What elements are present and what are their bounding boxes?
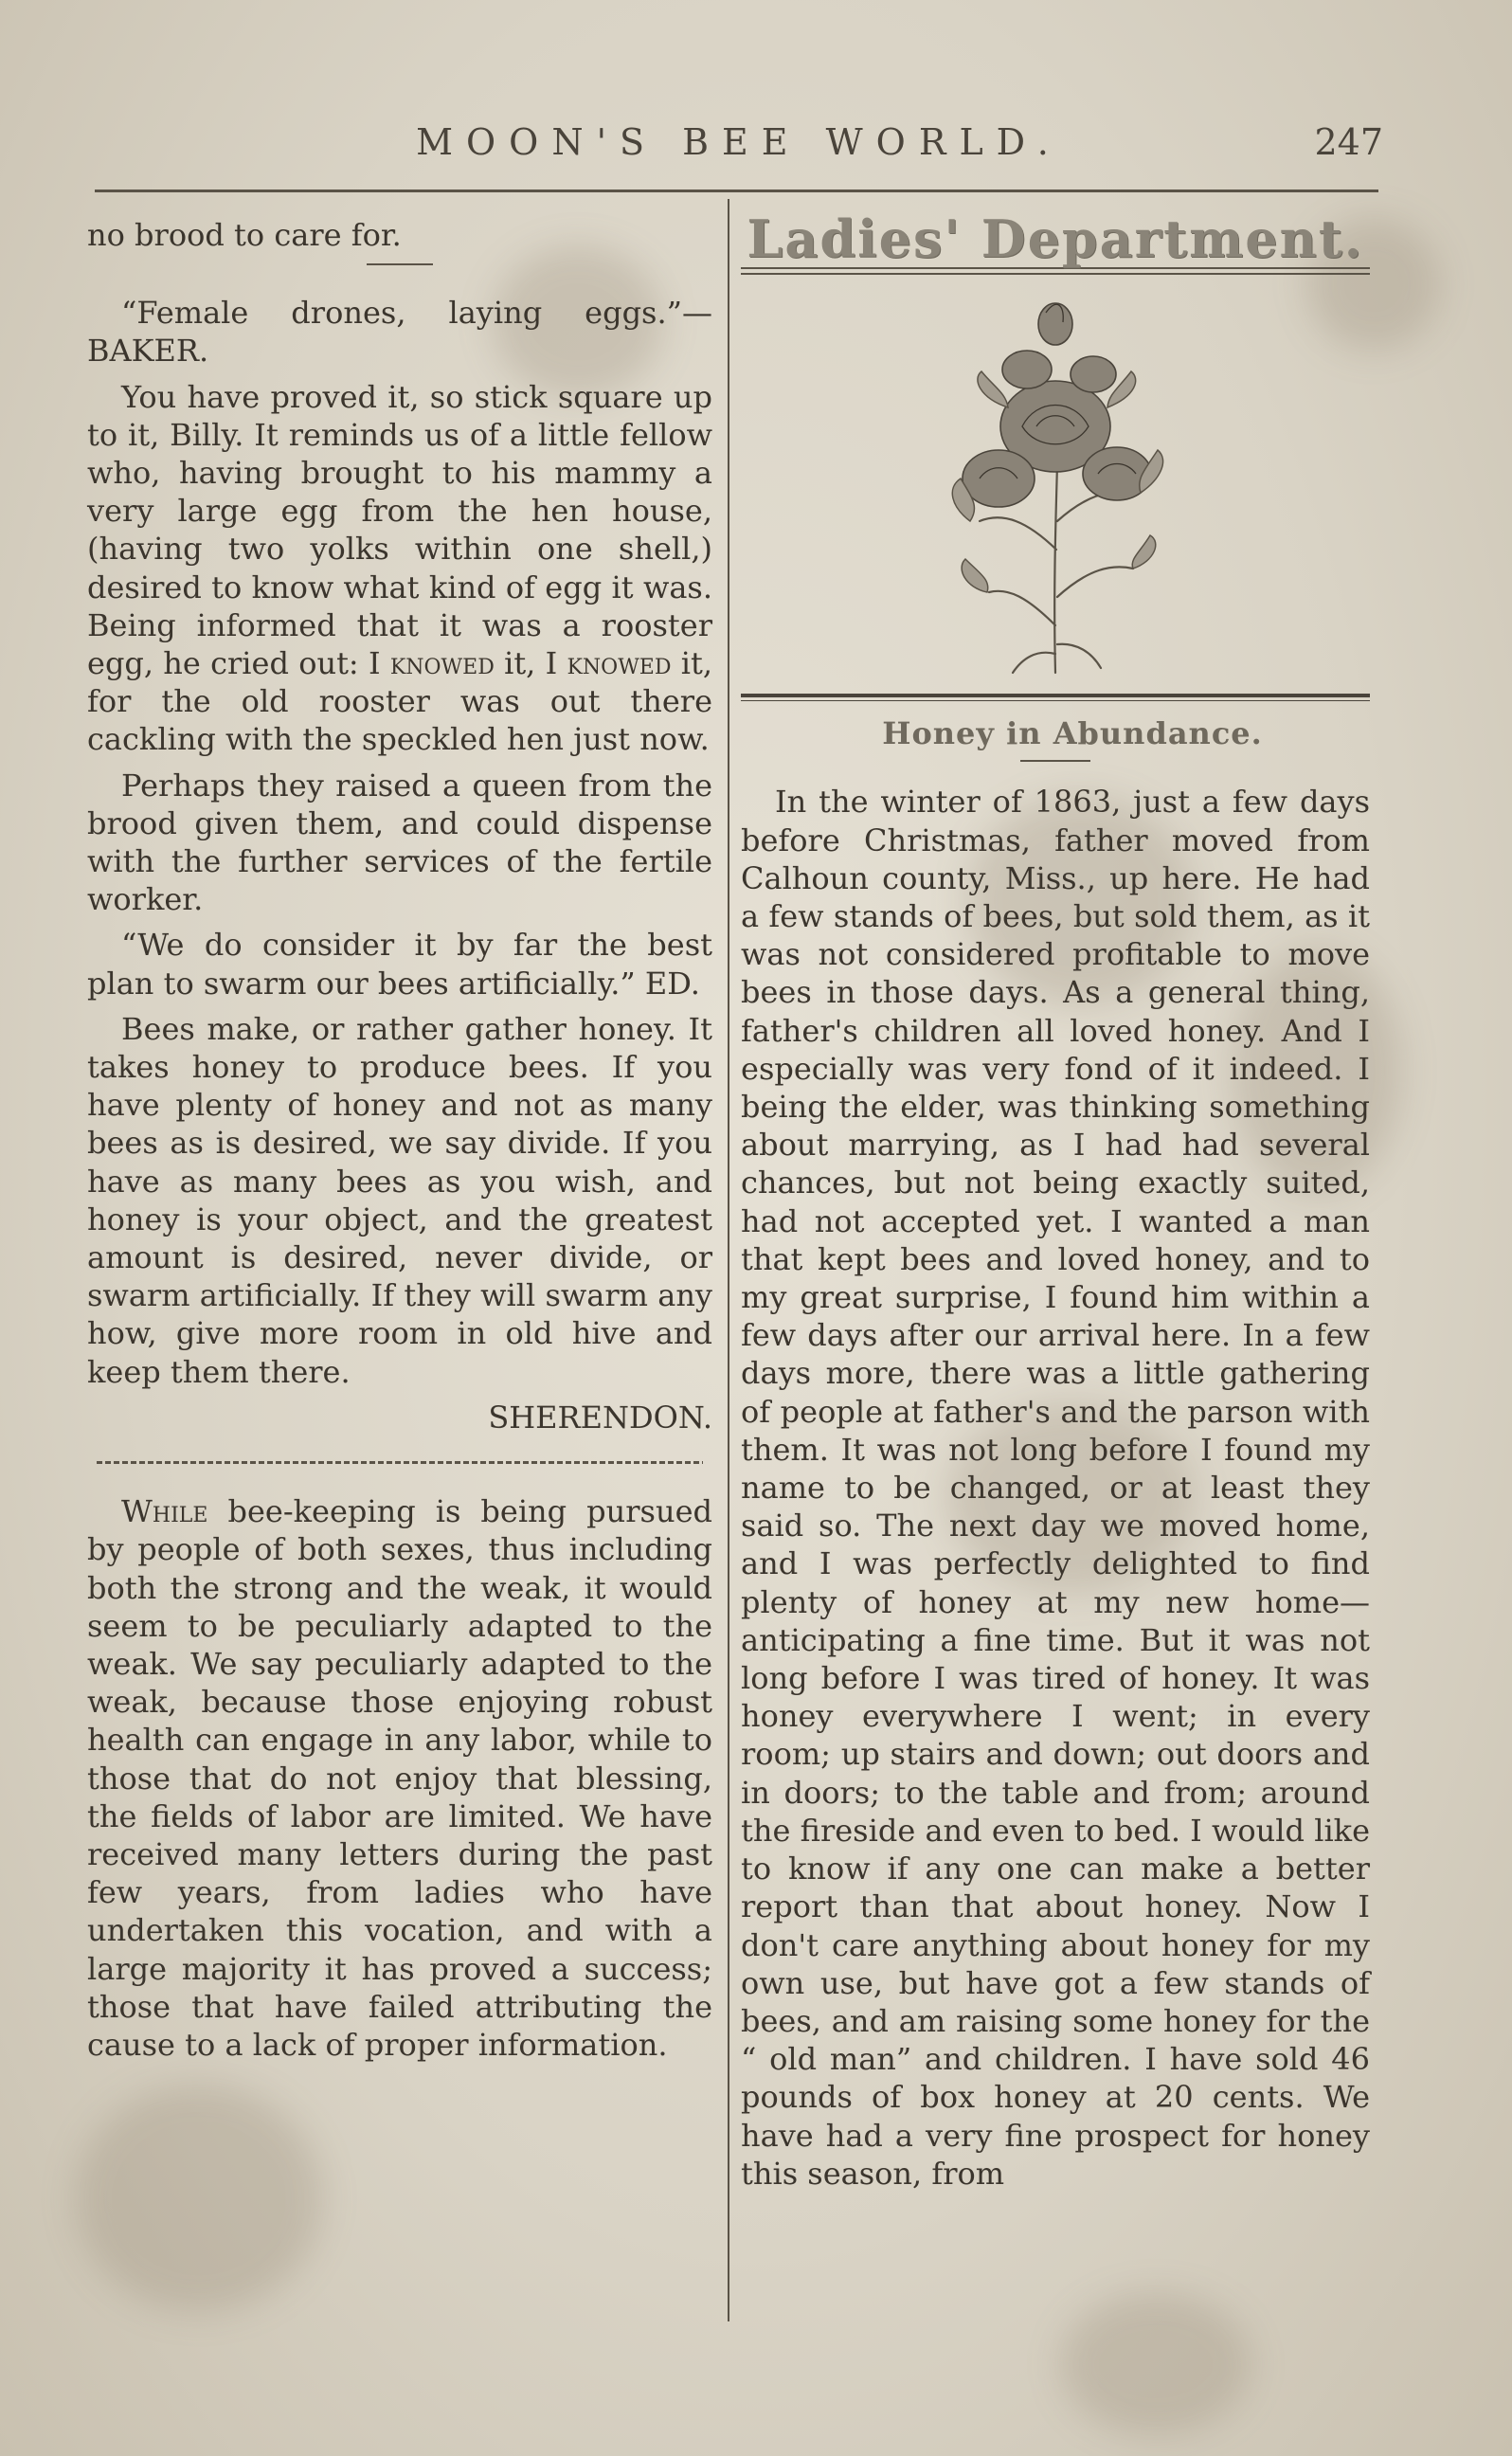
running-head: MOON'S BEE WORLD. <box>416 121 1062 163</box>
paragraph: Perhaps they raised a queen from the brood given them, and could dispense with the further services of the fertile worker. <box>87 767 712 918</box>
left-column <box>87 216 712 2071</box>
paragraph: Bees make, or rather gather honey. It takes honey to produce bees. If you have plenty of honey and not as many bees as is desired, we say divide. If you have as many bees as you wish, and honey is your object, and the greatest amount is desired, never divide, or swarm artificially. If they will swarm any how, give more room in old hive and keep them there. <box>87 1010 712 1390</box>
page-header <box>95 121 1383 169</box>
stain <box>76 2085 322 2312</box>
paragraph <box>87 1492 712 2064</box>
short-rule <box>367 263 433 265</box>
small-caps-word: knowed <box>567 645 672 682</box>
thick-rule <box>741 694 1370 701</box>
page-number: 247 <box>1314 121 1383 163</box>
rose-bouquet-icon <box>913 284 1197 682</box>
text-run: it, for the old rooster was out there cackling with the speckled hen just now. <box>87 645 713 758</box>
small-caps-word: knowed <box>389 645 495 682</box>
quotation: “We do consider it by far the best plan to swarm our bees artificially.” ED. <box>87 927 712 1002</box>
text-run: bee-keeping is being pursued by people of both sexes, thus including both the strong and the weak, it would seem to be peculiarly adapted to the weak. We say peculiarly adapted to the weak, because those enjoying robust health can engage in any labor, while to those that do not enjoy that blessing, the fields of labor are limited. We have received many letters during the past few years, from ladies who have undertaken this vocation, and with a large majority it has proved a success; those that have failed attributing the cause to a lack of proper information. <box>87 1493 712 2063</box>
stain <box>1061 2293 1251 2435</box>
lead-word: While <box>121 1493 208 1530</box>
text-run: You have proved it, so stick square up to it, Billy. It reminds us of a little fellow who, having brought to his mammy a very large egg from the hen house, (having two yolks within one shell,) desired to know what kind of egg it was. Being informed that it was a rooster egg, he cried out: I <box>87 378 712 682</box>
quotation: “Female drones, laying eggs.”—BAKER. <box>87 295 712 370</box>
article-body: In the winter of 1863, just a few days before Christmas, father moved from Calhoun county, Miss., up here. He had a few stands of bees, but sold them, as it was not considered profitable to move bees in those days. As a general thing, father's children all loved honey. And I especially was very fond of it indeed. I being the elder, was thinking something about marrying, as I had had several chances, but not being exactly suited, had not accepted yet. I wanted a man that kept bees and loved honey, and to my great surprise, I found him within a few days after our arrival here. In a few days more, there was a little gathering of people at father's and the parson with them. It was not long before I found my name to be changed, or at least they said so. The next day we moved home, and I was perfectly delighted to find plenty of honey at my new home—anticipating a fine time. But it was not long before I was tired of honey. It was honey everywhere I went; in every room; up stairs and down; out doors and in doors; to the table and from; around the fireside and even to bed. I would like to know if any one can make a better report than that about honey. Now I don't care anything about honey for my own use, but have got a few stands of bees, and am raising some honey for the “ old man” and children. I have sold 46 pounds of box honey at 20 cents. We have had a very fine prospect for honey this season, from <box>741 784 1370 2192</box>
title-rule <box>1020 760 1090 762</box>
column-divider <box>728 199 729 2321</box>
paragraph: no brood to care for. <box>87 217 402 253</box>
paragraph <box>87 378 712 759</box>
right-column <box>741 208 1370 2200</box>
department-title: Ladies' Department. <box>747 208 1364 269</box>
ornament-rule <box>97 1461 703 1464</box>
text-run: it, I <box>494 645 567 682</box>
header-rule <box>95 190 1378 192</box>
article-title: Honey in Abundance. <box>882 715 1263 752</box>
signature: SHERENDON. <box>488 1399 712 1436</box>
